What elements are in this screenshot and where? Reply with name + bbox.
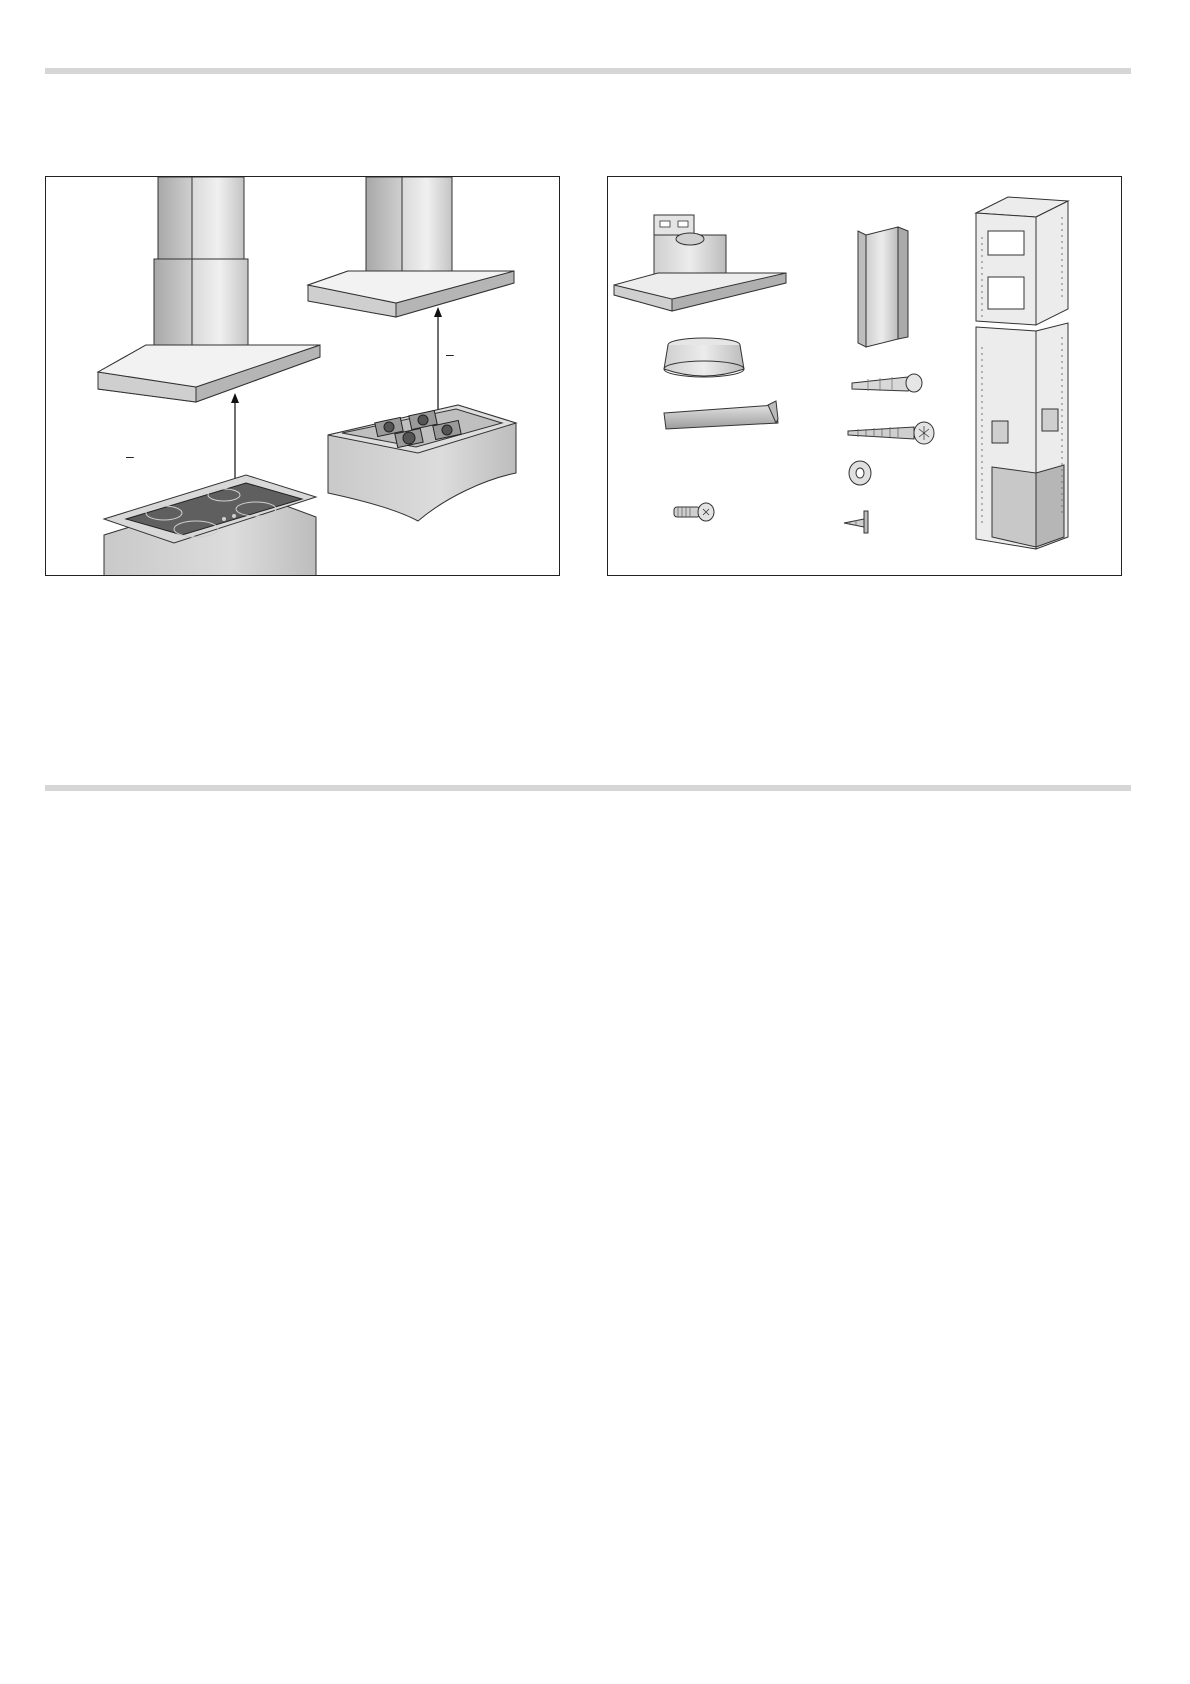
part-mounting-frame bbox=[976, 197, 1068, 549]
part-hood-unit bbox=[614, 215, 786, 311]
electric-hob bbox=[104, 475, 316, 576]
part-wall-plug bbox=[852, 374, 922, 392]
section-rule bbox=[45, 785, 1131, 791]
part-cover-strip bbox=[664, 401, 778, 429]
part-air-ring bbox=[664, 338, 744, 377]
scope-of-delivery-figure bbox=[607, 176, 1122, 576]
part-long-screw bbox=[848, 422, 934, 444]
hood-installation-figure bbox=[45, 176, 560, 576]
left-hood bbox=[98, 177, 320, 402]
gas-hob bbox=[328, 405, 516, 521]
right-hood bbox=[308, 177, 514, 317]
parts-drawing bbox=[608, 177, 1122, 576]
hood-installation-drawing bbox=[46, 177, 560, 576]
part-tapping-screw bbox=[844, 511, 868, 533]
left-distance-label: – bbox=[126, 448, 134, 464]
part-chimney-panel bbox=[858, 227, 908, 347]
right-distance-label: – bbox=[446, 346, 454, 362]
part-washer bbox=[849, 461, 871, 485]
header-rule bbox=[45, 68, 1131, 74]
part-small-screw bbox=[674, 503, 714, 521]
